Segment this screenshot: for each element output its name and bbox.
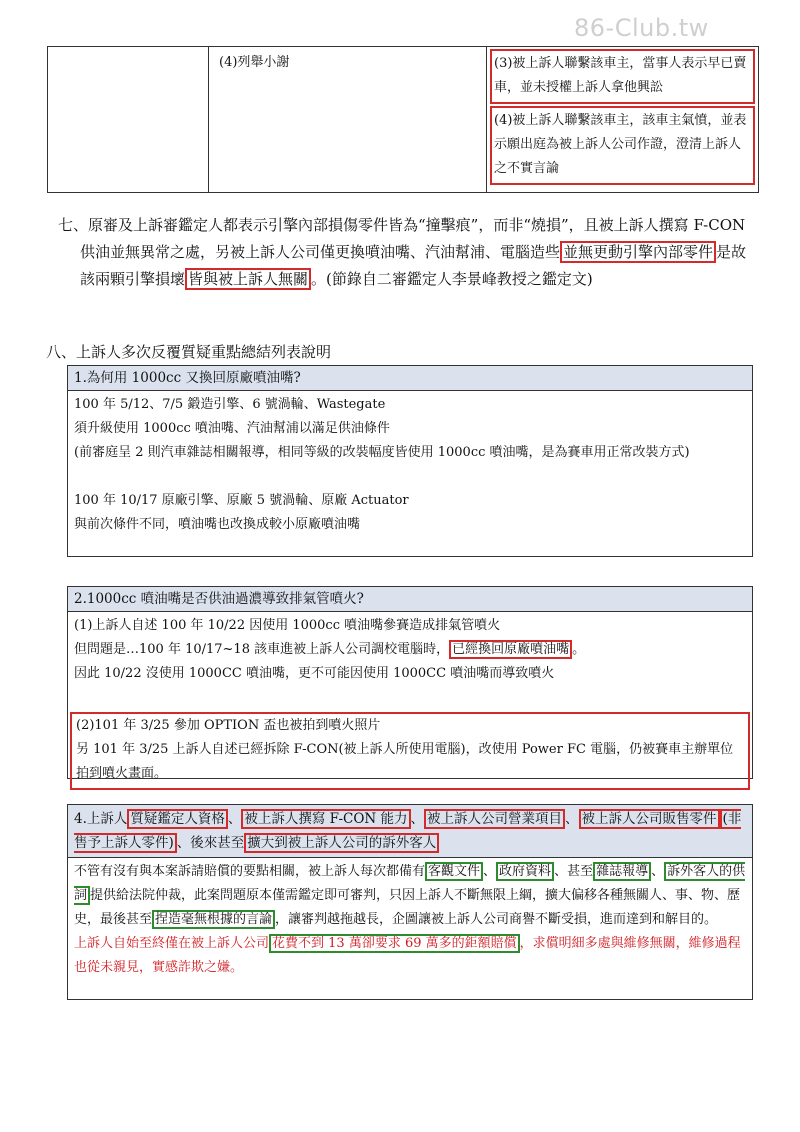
text-run: 是故該兩顆引擎損壞 [80,243,747,288]
response-item: (3)被上訴人聯繫該車主，當事人表示早已賣車，並未授權上訴人拿他興訟 [490,49,755,104]
text-run: ，讓審判越拖越長，企圖讓被上訴人公司商譽不斷受損，進而達到和解目的。 [275,912,718,927]
body-line: (前審庭呈 2 則汽車雜誌相關報導，相同等級的改裝幅度皆使用 1000cc 噴油嘴，是為賽車用正常改裝方式) [74,445,690,460]
text-run: 、 [483,864,497,879]
question-box-2 [67,586,753,779]
body-line: (2)101 年 3/25 參加 OPTION 盃也被拍到噴火照片 [76,718,381,733]
evidence-box: 雜誌報導 [593,862,651,881]
section-7 [58,212,758,293]
highlight-box: 擴大到被上訴人公司的訴外客人 [244,833,439,853]
question-title: 2.1000cc 噴油嘴是否供油過濃導致排氣管噴火? [68,587,752,612]
highlight-box: (非售予上訴人零件) [74,811,742,851]
evidence-box: 客觀文件 [425,862,483,881]
table-cell-item [209,47,487,193]
text-run: 七、原審及上訴審鑑定人都表示引擎內部損傷零件皆為“撞擊痕”，而非“燒損”，且被上訴人撰寫 F-CON 供油並無異常之處，另被上訴人公司僅更換噴油嘴、汽油幫浦、電腦造些 [58,216,746,261]
text-run: 4.上訴人 [74,811,128,827]
text-run: 不管有沒有與本案訴請賠償的要點相關，被上訴人每次都備有 [74,864,426,879]
question-box-4 [67,804,753,1000]
body-line: 須升級使用 1000cc 噴油嘴、汽油幫浦以滿足供油條件 [74,421,390,436]
highlight-box: 並無更動引擎內部零件 [560,241,716,263]
body-line: 另 101 年 3/25 上訴人自述已經拆除 F-CON(被上訴人所使用電腦)，改使用 Power FC 電腦，仍被賽車主辦單位拍到噴火畫面。 [76,742,734,781]
highlight-box: 質疑鑑定人資格 [127,809,228,829]
section-8-heading: 八、上訴人多次反覆質疑重點總結列表說明 [46,343,332,361]
item-text: (4)列舉小謝 [219,55,290,70]
table-cell-responses [487,47,759,193]
text-run: 但問題是…100 年 10/17~18 該車進被上訴人公司調校電腦時， [74,642,450,657]
text-run: 、後來甚至 [176,835,245,851]
text-run: 、 [651,864,665,879]
spacer [74,686,746,710]
text-run: 、 [227,811,242,827]
question-title: 1.為何用 1000cc 又換回原廠噴油嘴? [68,366,752,391]
body-line: 與前次條件不同，噴油嘴也改換成較小原廠噴油嘴 [74,517,361,532]
question-title [68,805,752,858]
watermark-text: 86-Club.tw [574,14,709,42]
conclusion-paragraph [74,932,746,980]
text-run: 。 [572,642,586,657]
highlight-box: 被上訴人公司營業項目 [424,809,565,829]
body-line: (1)上訴人自述 100 年 10/22 因使用 1000cc 噴油嘴參賽造成排氣管噴火 [74,618,501,633]
highlight-box: 皆與被上訴人無關 [185,268,311,290]
body-line [74,638,746,662]
text-run: ，求償明細多處與維修無關，維修過程也從未親見，實感詐欺之嫌。 [74,936,741,975]
question-box-1 [67,365,753,557]
body-line: 100 年 10/17 原廠引擎、原廠 5 號渦輪、原廠 Actuator [74,493,409,508]
highlight-box: 被上訴人公司販售零件 [579,809,720,829]
table-cell-empty [48,47,209,193]
question-body [68,391,752,539]
text-run: 、甚至 [554,864,594,879]
question-body [68,858,752,982]
evidence-box: 捏造毫無根據的言論 [152,910,275,929]
evidence-box: 花費不到 13 萬卻要求 69 萬多的鉅額賠償 [269,934,520,953]
body-paragraph [74,860,746,932]
section-7-paragraph [58,212,758,293]
text-run: 、 [565,811,579,827]
response-item: (4)被上訴人聯繫該車主，該車主氣憤，並表示願出庭為被上訴人公司作證，澄清上訴人之不實言論 [490,106,755,185]
text-run: 上訴人自始至終僅在被上訴人公司 [74,936,270,951]
evidence-box: 訴外客人的供詞 [74,864,746,903]
highlight-block [70,712,750,790]
text-run: 。(節錄自二審鑑定人李景峰教授之鑑定文) [311,270,593,288]
question-body [68,612,752,792]
text-run: 提供給法院仲裁，此案問題原本僅需鑑定即可審判，只因上訴人不斷無限上綱，擴大偏移各種無關人、事、物、歷史，最後甚至 [74,888,741,927]
body-line: 因此 10/22 沒使用 1000CC 噴油嘴，更不可能因使用 1000CC 噴油嘴而導致噴火 [74,666,555,681]
highlight-box: 被上訴人撰寫 F-CON 能力 [241,809,410,829]
highlight-box: 已經換回原廠噴油嘴 [449,640,572,659]
body-line: 100 年 5/12、7/5 鍛造引擎、6 號渦輪、Wastegate [74,397,386,412]
evidence-box: 政府資料 [496,862,554,881]
text-run: 、 [410,811,425,827]
continuation-table [47,46,759,193]
spacer [74,465,746,489]
